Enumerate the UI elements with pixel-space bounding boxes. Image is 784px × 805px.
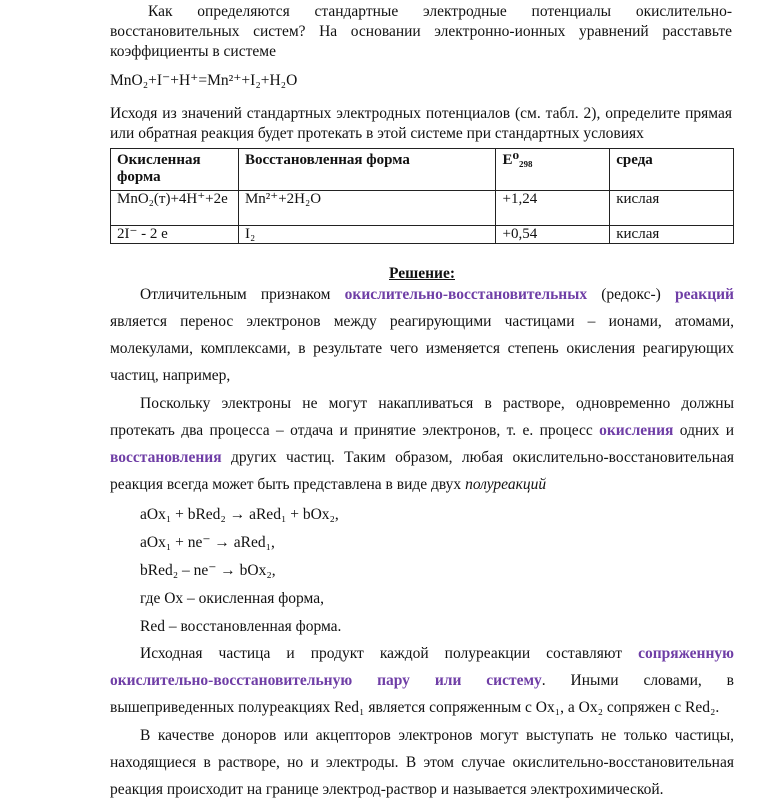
table-row xyxy=(111,226,734,244)
table-cell: I₂ xyxy=(238,226,496,244)
formula-2: aOx₁ + ne⁻ → aRed₁, xyxy=(140,534,275,551)
highlighted-term: сопряженную окислительно-восстановительную пару или систему xyxy=(110,645,734,689)
text-run: . Иными словами, в вышеприведенных полуреакциях Red₁ является сопряженным с Ox₁, а Ox₂ сопряжен с Red₂. xyxy=(110,672,734,716)
highlighted-term: реакций xyxy=(675,286,734,303)
highlighted-term: восстановления xyxy=(110,449,222,466)
table-cell: +1,24 xyxy=(496,191,610,226)
formula-1: aOx₁ + bRed₂ → aRed₁ + bOx₂, xyxy=(140,506,339,523)
solution-heading: Решение: xyxy=(388,265,455,282)
text-run: является перенос электронов между реагирующими частицами – ионами, атомами, молекулами, комплексами, в результате чего изменяется степень окисления реагирующих частиц, например, xyxy=(110,313,734,384)
task-intro: Как определяются стандартные электродные потенциалы окислительно-восстановительных систем? На основании электронно-ионных уравнений расставьте коэффициенты в системе xyxy=(110,3,732,60)
italic-term: полуреакций xyxy=(465,476,547,493)
definition-ox: где Ox – окисленная форма, xyxy=(140,590,324,607)
task-equation: MnO₂+I⁻+H⁺=Mn²⁺+I₂+H₂O xyxy=(110,72,298,89)
formula-3: bRed₂ – ne⁻ → bOx₂, xyxy=(140,562,276,579)
solution-paragraph-1 xyxy=(110,281,734,389)
potentials-table xyxy=(110,148,734,244)
text-run: Отличительным признаком xyxy=(140,286,345,303)
solution-paragraph-4: В качестве доноров или акцепторов электронов могут выступать не только частицы, находящиеся в растворе, но и электроды. В этом случае окислительно-восстановительная реакция происходит на границе электрод-раствор и называется электрохимической. xyxy=(110,727,734,798)
solution-paragraph-3 xyxy=(110,640,734,721)
table-header-cell: Восстановленная форма xyxy=(238,149,496,191)
solution-paragraph-2 xyxy=(110,390,734,498)
table-cell: кислая xyxy=(610,226,734,244)
table-cell: MnO₂(т)+4H⁺+2е xyxy=(111,191,239,226)
table-row xyxy=(111,191,734,226)
table-cell: +0,54 xyxy=(496,226,610,244)
text-run: (редокс-) xyxy=(587,286,676,303)
task-question: Исходя из значений стандартных электродных потенциалов (см. табл. 2), определите прямая или обратная реакция будет протекать в этой системе при стандартных условиях xyxy=(110,105,732,142)
table-header-cell: Окисленная форма xyxy=(111,149,239,191)
definition-red: Red – восстановленная форма. xyxy=(140,618,342,635)
text-run: одних и xyxy=(673,422,735,439)
table-header-cell: E⁰₂₉₈ xyxy=(496,149,610,191)
text-run: других частиц. Таким образом, любая окислительно-восстановительная реакция всегда может быть представлена в виде двух xyxy=(110,449,734,493)
text-run: Поскольку электроны не могут накапливаться в растворе, одновременно должны протекать два процесса – отдача и принятие электронов, т. е. процесс xyxy=(110,395,734,439)
table-cell: Mn²⁺+2H₂O xyxy=(238,191,496,226)
table-header-cell: среда xyxy=(610,149,734,191)
text-run: Исходная частица и продукт каждой полуреакции составляют xyxy=(140,645,639,662)
table-header-row xyxy=(111,149,734,191)
highlighted-term: окисления xyxy=(599,422,674,439)
table-cell: кислая xyxy=(610,191,734,226)
highlighted-term: окислительно-восстановительных xyxy=(344,286,588,303)
table-cell: 2I⁻ - 2 е xyxy=(111,226,239,244)
